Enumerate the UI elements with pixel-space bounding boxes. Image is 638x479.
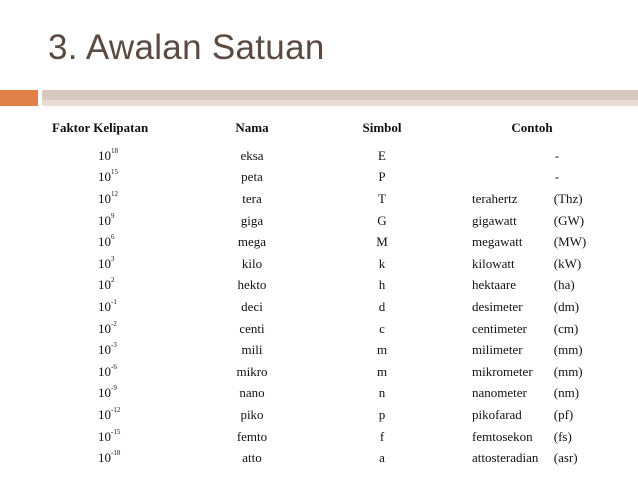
contoh-word: - bbox=[554, 147, 560, 163]
faktor-base: 10 bbox=[98, 428, 111, 444]
faktor-exponent: -15 bbox=[111, 427, 121, 436]
header-simbol: Simbol bbox=[362, 120, 402, 135]
faktor-exponent: 6 bbox=[111, 233, 115, 242]
cell-faktor bbox=[48, 253, 182, 275]
cell-simbol: T bbox=[378, 190, 386, 206]
table-row bbox=[48, 231, 612, 253]
cell-nama: tera bbox=[242, 190, 262, 206]
faktor-base: 10 bbox=[98, 450, 111, 466]
cell-simbol: m bbox=[376, 342, 388, 358]
faktor-exponent: 3 bbox=[111, 254, 115, 263]
accent-square bbox=[0, 90, 38, 106]
cell-contoh bbox=[442, 296, 612, 318]
contoh-unit: (Thz) bbox=[553, 190, 583, 206]
faktor-exponent: 9 bbox=[111, 211, 115, 220]
faktor-exponent: -1 bbox=[111, 297, 117, 306]
faktor-base: 10 bbox=[98, 234, 111, 250]
contoh-word: gigawatt bbox=[472, 212, 517, 228]
faktor-exponent: -6 bbox=[111, 362, 117, 371]
table-row bbox=[48, 296, 612, 318]
cell-nama: femto bbox=[236, 428, 268, 444]
contoh-word: centimeter bbox=[472, 320, 527, 336]
cell-simbol: G bbox=[377, 212, 387, 228]
cell-faktor bbox=[48, 339, 182, 361]
cell-faktor bbox=[48, 426, 182, 448]
faktor-exponent: 18 bbox=[111, 146, 118, 155]
faktor-base: 10 bbox=[98, 342, 111, 358]
faktor-exponent: 12 bbox=[111, 189, 118, 198]
contoh-unit: (cm) bbox=[553, 320, 579, 336]
cell-nama: piko bbox=[240, 406, 264, 422]
header-nama: Nama bbox=[235, 120, 269, 135]
faktor-exponent: 15 bbox=[111, 168, 118, 177]
table-row bbox=[48, 318, 612, 340]
cell-simbol: c bbox=[379, 320, 385, 336]
faktor-exponent: -3 bbox=[111, 341, 117, 350]
table-row bbox=[48, 361, 612, 383]
contoh-unit: (mm) bbox=[553, 342, 583, 358]
cell-faktor bbox=[48, 188, 182, 210]
cell-nama: deci bbox=[241, 298, 263, 314]
faktor-base: 10 bbox=[98, 169, 111, 185]
faktor-exponent: 2 bbox=[111, 276, 115, 285]
cell-contoh bbox=[442, 383, 612, 405]
contoh-unit: (mm) bbox=[553, 363, 583, 379]
cell-contoh bbox=[442, 339, 612, 361]
table-row bbox=[48, 167, 612, 189]
cell-nama: eksa bbox=[240, 147, 264, 163]
prefix-table bbox=[48, 117, 612, 469]
table-body bbox=[48, 145, 612, 469]
cell-simbol: n bbox=[378, 385, 386, 401]
contoh-word: milimeter bbox=[472, 342, 523, 358]
cell-nama: mega bbox=[237, 234, 267, 250]
cell-simbol: d bbox=[378, 298, 386, 314]
contoh-unit: (nm) bbox=[553, 385, 580, 401]
contoh-word: desimeter bbox=[472, 298, 523, 314]
faktor-base: 10 bbox=[98, 255, 111, 271]
slide-title: 3. Awalan Satuan bbox=[48, 28, 325, 67]
table-row bbox=[48, 447, 612, 469]
table-row bbox=[48, 253, 612, 275]
cell-contoh bbox=[442, 210, 612, 232]
cell-simbol: P bbox=[378, 169, 386, 185]
cell-nama: atto bbox=[242, 450, 262, 466]
header-faktor: Faktor Kelipatan bbox=[52, 120, 149, 135]
cell-contoh bbox=[442, 167, 612, 189]
cell-faktor bbox=[48, 318, 182, 340]
cell-simbol: M bbox=[376, 234, 388, 250]
table-row bbox=[48, 275, 612, 297]
contoh-word: hektaare bbox=[472, 277, 517, 293]
cell-nama: nano bbox=[239, 385, 265, 401]
contoh-word: megawatt bbox=[472, 234, 523, 250]
table-header-row bbox=[48, 117, 612, 145]
table-row bbox=[48, 145, 612, 167]
cell-simbol: a bbox=[379, 450, 385, 466]
cell-nama: centi bbox=[239, 320, 265, 336]
contoh-unit: (GW) bbox=[553, 212, 585, 228]
cell-nama: hekto bbox=[237, 277, 267, 293]
contoh-unit: (kW) bbox=[553, 255, 582, 271]
table-row bbox=[48, 339, 612, 361]
cell-contoh bbox=[442, 318, 612, 340]
cell-contoh bbox=[442, 145, 612, 167]
table-row bbox=[48, 210, 612, 232]
cell-faktor bbox=[48, 383, 182, 405]
faktor-base: 10 bbox=[98, 212, 111, 228]
faktor-exponent: -9 bbox=[111, 384, 117, 393]
table-row bbox=[48, 383, 612, 405]
cell-contoh bbox=[442, 361, 612, 383]
cell-contoh bbox=[442, 404, 612, 426]
cell-simbol: E bbox=[378, 147, 386, 163]
cell-contoh bbox=[442, 253, 612, 275]
cell-contoh bbox=[442, 275, 612, 297]
cell-faktor bbox=[48, 145, 182, 167]
contoh-word: - bbox=[554, 169, 560, 185]
contoh-unit: (asr) bbox=[553, 450, 578, 466]
contoh-word: pikofarad bbox=[472, 406, 522, 422]
cell-contoh bbox=[442, 447, 612, 469]
contoh-word: nanometer bbox=[472, 385, 527, 401]
contoh-word: kilowatt bbox=[472, 255, 515, 271]
cell-nama: kilo bbox=[241, 255, 263, 271]
cell-contoh bbox=[442, 231, 612, 253]
faktor-base: 10 bbox=[98, 147, 111, 163]
faktor-base: 10 bbox=[98, 277, 111, 293]
contoh-unit: (dm) bbox=[553, 298, 580, 314]
faktor-exponent: -18 bbox=[111, 449, 121, 458]
cell-simbol: m bbox=[376, 363, 388, 379]
faktor-base: 10 bbox=[98, 320, 111, 336]
cell-faktor bbox=[48, 210, 182, 232]
accent-bar bbox=[42, 90, 638, 106]
contoh-word: mikrometer bbox=[472, 363, 533, 379]
cell-faktor bbox=[48, 275, 182, 297]
contoh-word: femtosekon bbox=[472, 428, 533, 444]
cell-simbol: h bbox=[378, 277, 386, 293]
cell-simbol: p bbox=[378, 406, 386, 422]
faktor-base: 10 bbox=[98, 190, 111, 206]
table-row bbox=[48, 426, 612, 448]
cell-contoh bbox=[442, 188, 612, 210]
cell-faktor bbox=[48, 361, 182, 383]
faktor-base: 10 bbox=[98, 406, 111, 422]
contoh-word: attosteradian bbox=[472, 450, 539, 466]
cell-simbol: k bbox=[378, 255, 386, 271]
faktor-exponent: -12 bbox=[111, 405, 121, 414]
table-row bbox=[48, 404, 612, 426]
cell-faktor bbox=[48, 231, 182, 253]
header-contoh: Contoh bbox=[511, 120, 553, 135]
cell-contoh bbox=[442, 426, 612, 448]
contoh-unit: (MW) bbox=[553, 234, 587, 250]
cell-nama: mikro bbox=[236, 363, 268, 379]
contoh-unit: (fs) bbox=[553, 428, 572, 444]
table-row bbox=[48, 188, 612, 210]
contoh-unit: (pf) bbox=[553, 406, 574, 422]
faktor-base: 10 bbox=[98, 298, 111, 314]
cell-nama: peta bbox=[241, 169, 263, 185]
faktor-exponent: -2 bbox=[111, 319, 117, 328]
cell-nama: mili bbox=[241, 342, 263, 358]
contoh-word: terahertz bbox=[472, 190, 518, 206]
cell-nama: giga bbox=[240, 212, 264, 228]
cell-faktor bbox=[48, 447, 182, 469]
cell-faktor bbox=[48, 296, 182, 318]
cell-faktor bbox=[48, 167, 182, 189]
faktor-base: 10 bbox=[98, 385, 111, 401]
cell-simbol: f bbox=[379, 428, 385, 444]
contoh-unit: (ha) bbox=[553, 277, 575, 293]
faktor-base: 10 bbox=[98, 363, 111, 379]
cell-faktor bbox=[48, 404, 182, 426]
